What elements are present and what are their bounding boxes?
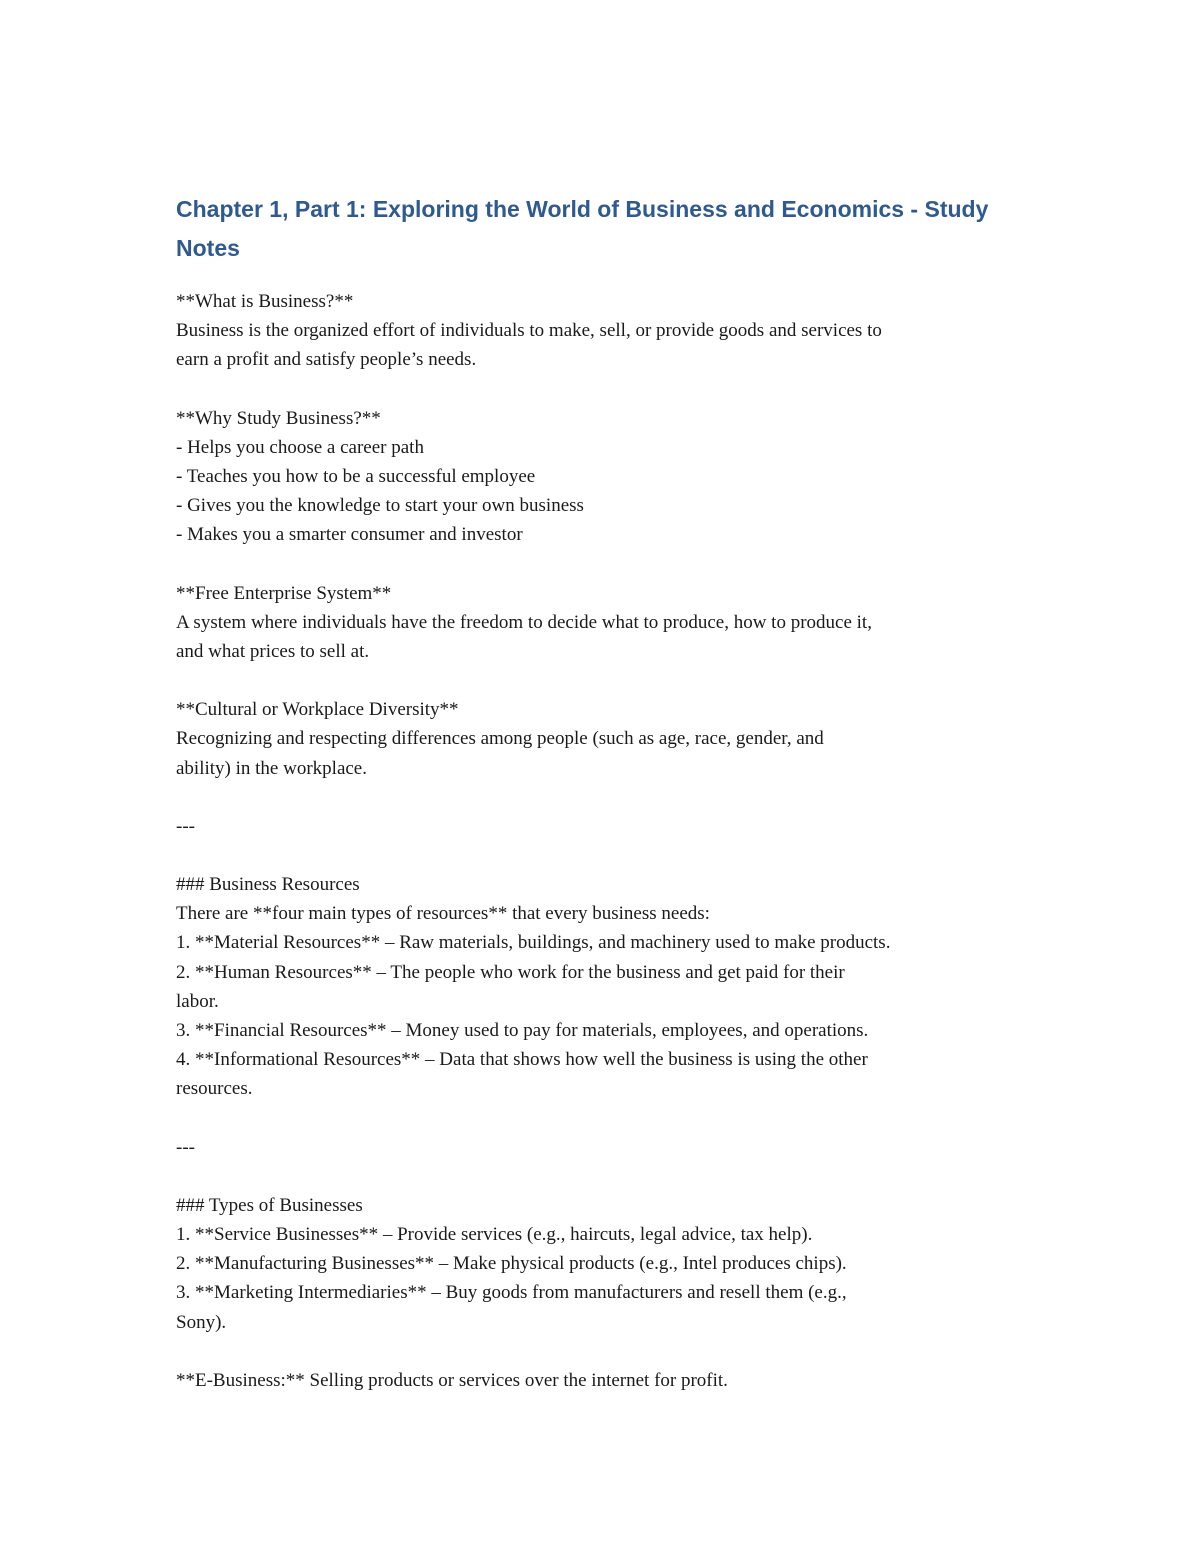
separator-text: --- bbox=[176, 1136, 195, 1158]
list-item: - Teaches you how to be a successful employee bbox=[176, 466, 536, 488]
body-line: Recognizing and respecting differences among people (such as age, race, gender, and bbox=[176, 728, 824, 750]
body-line: A system where individuals have the freedom to decide what to produce, how to produce it, bbox=[176, 611, 872, 633]
list-item: 1. **Service Businesses** – Provide services (e.g., haircuts, legal advice, tax help). bbox=[176, 1224, 813, 1246]
section-e-business bbox=[176, 1366, 1036, 1395]
section-heading: **Why Study Business?** bbox=[176, 407, 381, 429]
list-item: 2. **Human Resources** – The people who work for the business and get paid for their bbox=[176, 961, 845, 983]
section-heading: ### Types of Businesses bbox=[176, 1194, 363, 1216]
list-item: 4. **Informational Resources** – Data that shows how well the business is using the other bbox=[176, 1049, 868, 1071]
body-line: and what prices to sell at. bbox=[176, 641, 370, 663]
body-line: ability) in the workplace. bbox=[176, 757, 367, 779]
separator bbox=[176, 812, 1036, 841]
section-diversity bbox=[176, 695, 1036, 783]
list-item: - Makes you a smarter consumer and investor bbox=[176, 524, 523, 546]
list-item: Sony). bbox=[176, 1311, 227, 1333]
section-why-study-business bbox=[176, 404, 1036, 550]
section-heading: **What is Business?** bbox=[176, 291, 354, 312]
section-heading: **Cultural or Workplace Diversity** bbox=[176, 699, 459, 721]
list-item: - Gives you the knowledge to start your own business bbox=[176, 495, 584, 517]
body-line: earn a profit and satisfy people’s needs. bbox=[176, 349, 477, 371]
section-what-is-business bbox=[176, 287, 1036, 375]
separator-text: --- bbox=[176, 815, 195, 837]
list-item: 3. **Marketing Intermediaries** – Buy goods from manufacturers and resell them (e.g., bbox=[176, 1282, 847, 1304]
section-free-enterprise bbox=[176, 579, 1036, 667]
list-item: 1. **Material Resources** – Raw materials, buildings, and machinery used to make products. bbox=[176, 932, 891, 954]
body-line: There are **four main types of resources** that every business needs: bbox=[176, 903, 710, 925]
body-line: **E-Business:** Selling products or services over the internet for profit. bbox=[176, 1369, 728, 1391]
list-item: 3. **Financial Resources** – Money used to pay for materials, employees, and operations. bbox=[176, 1020, 869, 1042]
section-business-resources bbox=[176, 870, 1036, 1104]
list-item: - Helps you choose a career path bbox=[176, 436, 424, 458]
list-item: 2. **Manufacturing Businesses** – Make physical products (e.g., Intel produces chips). bbox=[176, 1253, 847, 1275]
section-heading: **Free Enterprise System** bbox=[176, 582, 392, 604]
list-item: labor. bbox=[176, 990, 219, 1012]
document-page bbox=[176, 190, 1036, 1424]
section-types-of-businesses bbox=[176, 1191, 1036, 1337]
body-line: Business is the organized effort of individuals to make, sell, or provide goods and services to bbox=[176, 320, 882, 342]
separator bbox=[176, 1133, 1036, 1162]
document-title: Chapter 1, Part 1: Exploring the World of Business and Economics - Study Notes bbox=[176, 196, 989, 261]
section-heading: ### Business Resources bbox=[176, 874, 360, 896]
list-item: resources. bbox=[176, 1078, 253, 1100]
